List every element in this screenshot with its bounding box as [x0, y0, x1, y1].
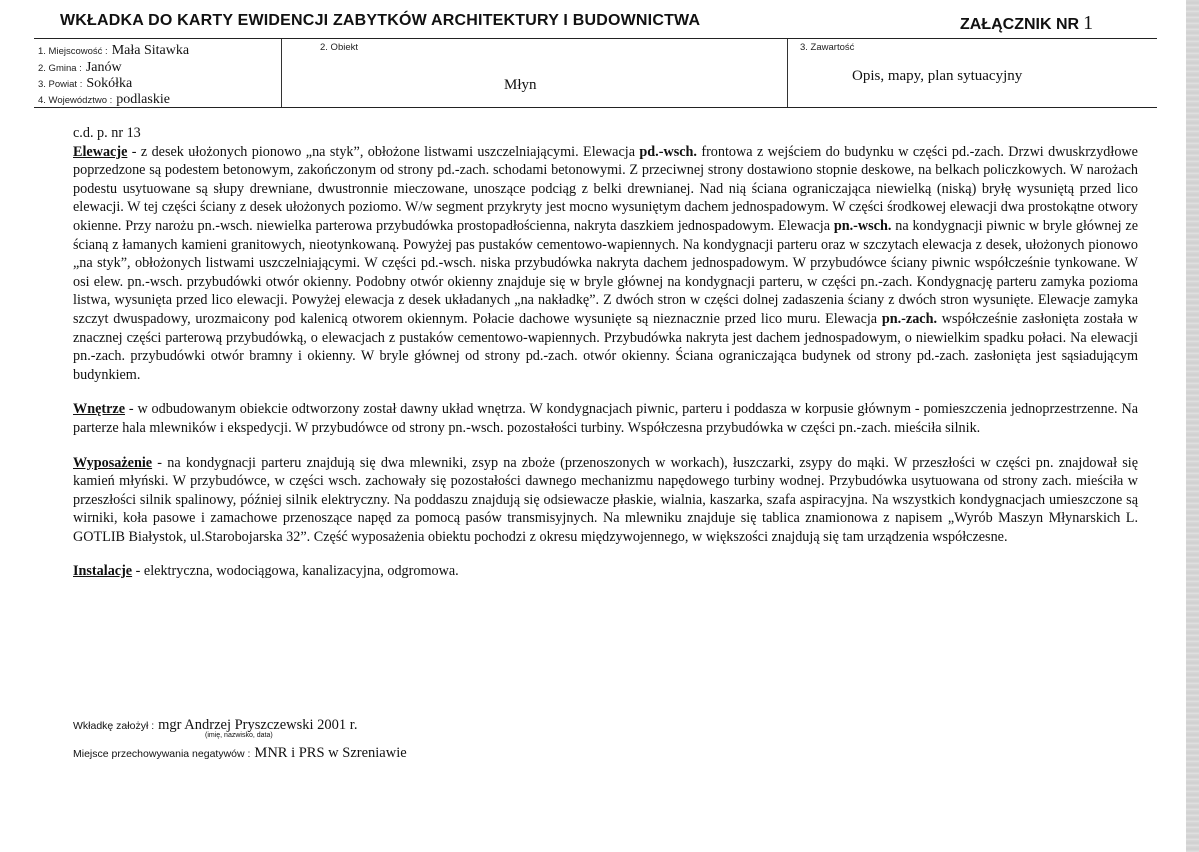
section-text: współcześnie zasłonięta została w znacznej części parterową przybudówką, o elewacjach z pustaków cementowo-wapiennych. Przybudówka nakryta jest dachem jednospadowym, o niewielkim spadku połaci. Na elewacji pn.-zach. przybudówki otwór bramny i okienny. W bryle głównej od strony pd.-zach. otwór okienny. Ściana ograniczająca budynek od strony pd.-zach. zasłonięta jest sąsiadującym budynkiem. — [73, 310, 1139, 383]
description-body — [73, 124, 1138, 581]
storage-label: Miejsce przechowywania negatywów : — [73, 748, 251, 760]
section-elewacje — [73, 143, 1138, 385]
powiat-value: Sokółka — [86, 76, 133, 91]
section-heading: Wnętrze — [73, 401, 125, 418]
annex-title — [960, 12, 1160, 35]
author-value: mgr Andrzej Pryszczewski 2001 r. — [158, 717, 358, 733]
section-wntrze — [73, 400, 1138, 437]
author-label: Wkładkę założył : — [73, 720, 155, 732]
storage-value: MNR i PRS w Szreniawie — [254, 745, 407, 761]
object-label: 2. Obiekt — [320, 42, 359, 53]
section-text: - elektryczna, wodociągowa, kanalizacyjna, odgromowa. — [132, 563, 459, 580]
section-text: - w odbudowanym obiekcie odtworzony został dawny układ wnętrza. W kondygnacjach piwnic, parteru i poddasza w korpusie głównym - pomieszczenia jednoprzestrzenne. Na parterze hala mlewników i ekspedycji. W przybudówce od strony pn.-wsch. pozostałości turbiny. Współczesna przybudówka w części pn.-zach. mieściła silnik. — [73, 401, 1138, 436]
section-instalacje — [73, 562, 1138, 581]
section-text: frontowa z wejściem do budynku w części pd.-zach. Drzwi dwuskrzydłowe poprzedzone są podestem betonowym, zakończonym od strony pd.-zach. schodami betonowymi. Z przeciwnej strony dostawiono stopnie deskowe, na belkach policzkowych. W narożach podestu usytuowane są słupy drewniane, dwustronnie mieczowane, unoszące podciąg z belki drewnianej. Nad nią ściana ograniczająca niewielką (niską) bryłę wysuniętą przed lico elewacji. W tej części ściany z desek ułożonych poziomo. W/w segment przykryty jest mocno wysuniętym dachem jednospadowym. W części środkowej elewacji dwa prostokątne otwory okienne. Przy narożu pn.-wsch. niewielka parterowa przybudówka prostopadłościenna, nakryta daszkiem jednospadowym. Elewacja — [73, 143, 1138, 234]
section-heading: Instalacje — [73, 563, 133, 580]
object-value: Młyn — [504, 77, 537, 93]
direction-emphasis: pn.-zach. — [881, 310, 938, 327]
direction-emphasis: pd.-wsch. — [639, 143, 697, 160]
section-heading: Elewacje — [73, 143, 128, 160]
section-text: - z desek ułożonych pionowo „na styk”, obłożone listwami uszczelniającymi. Elewacja — [127, 143, 640, 160]
form-title: WKŁADKA DO KARTY EWIDENCJI ZABYTKÓW ARCHITEKTURY I BUDOWNICTWA — [60, 12, 701, 29]
section-heading: Wyposażenie — [73, 454, 153, 471]
column-divider — [281, 39, 282, 107]
section-gap — [73, 384, 1138, 400]
storage-line — [73, 744, 407, 762]
location-powiat — [38, 74, 132, 91]
continuation-note: c.d. p. nr 13 — [73, 125, 141, 141]
powiat-label: 3. Powiat : — [38, 79, 83, 90]
scan-edge — [1186, 0, 1199, 852]
annex-label: ZAŁĄCZNIK NR — [960, 16, 1080, 33]
gmina-label: 2. Gmina : — [38, 63, 82, 74]
gmina-value: Janów — [85, 60, 122, 75]
contents-label: 3. Zawartość — [800, 42, 855, 53]
header-table — [34, 38, 1157, 108]
author-sublabel: (imię, nazwisko, data) — [205, 732, 273, 739]
section-text: - na kondygnacji parteru znajdują się dwa mlewniki, zsyp na zboże (przenoszonych w workach), łuszczarki, zsypy do mąki. W przeszłości w części pn. znajdował się kamień młyński. W przybudówce, w części wsch. zachowały się pozostałości dawnego mechanizmu napędowego turbiny wodnej. Przybudówka usytuowana od strony zach. mieściła w przeszłości silnik spalinowy, później silnik elektryczny. Na poddaszu znajdują się odsiewacze płaskie, wialnia, kaszarka, szafa aspiracyjna. Na wszystkich kondygnacjach umieszczone są wirniki, koła pasowe i zamachowe przenoszące napęd za pomocą pasów transmisyjnych. Na mlewniku znajduje się tablica znamionowa z napisem „Wyrób Maszyn Młynarskich L. GOTLIB Białystok, ul.Starobojarska 32”. Część wyposażenia obiektu pochodzi z okresu międzywojennego, w większości znajdują się tam urządzenia współczesne. — [73, 454, 1138, 545]
section-gap — [73, 546, 1138, 562]
section-text: na kondygnacji piwnic w bryle głównej ze ścianą z łamanych kamieni granitowych, nieotynkowaną. Powyżej pas pustaków cementowo-wapiennych. Na kondygnacji parteru oraz w szczytach elewacja z desek, ułożonych pionowo „na styk”, obłożonych listwami uszczelniającymi. W części pd.-wsch. niska przybudówka nakryta dachem jednospadowym. W przybudówce ściany piwnic współcześnie tynkowane. W osi elew. pn.-wsch. przybudówki otwór okienny. Podobny otwór okienny znajduje się w bryle głównej na kondygnacji parteru, w części pn.-zach. Kondygnację parteru zamyka pozioma listwa, wysunięta przed lico elewacji. Powyżej elewacja z desek układanych „na nakładkę”. Z dwóch stron w części dolnej zadaszenia ściany z dwóch stron wysunięte. Elewacje zamyka szczyt dwuspadowy, urozmaicony pod kalenicą otworem okiennym. Połacie dachowe wysunięte są nieznacznie przed lico muru. Elewacja — [73, 217, 1138, 327]
contents-value: Opis, mapy, plan sytuacyjny — [852, 68, 1023, 84]
column-divider — [787, 39, 788, 107]
annex-number: 1 — [1083, 12, 1094, 34]
description-sections — [73, 143, 1138, 581]
location-wojewodztwo — [38, 90, 170, 107]
miejscowosc-value: Mała Sitawka — [111, 43, 190, 58]
location-miejscowosc — [38, 41, 189, 58]
wojewodztwo-value: podlaskie — [116, 92, 170, 107]
section-gap — [73, 438, 1138, 454]
wojewodztwo-label: 4. Województwo : — [38, 95, 113, 106]
direction-emphasis: pn.-wsch. — [833, 217, 892, 234]
miejscowosc-label: 1. Miejscowość : — [38, 46, 108, 57]
section-wyposaenie — [73, 454, 1138, 547]
location-gmina — [38, 58, 122, 75]
